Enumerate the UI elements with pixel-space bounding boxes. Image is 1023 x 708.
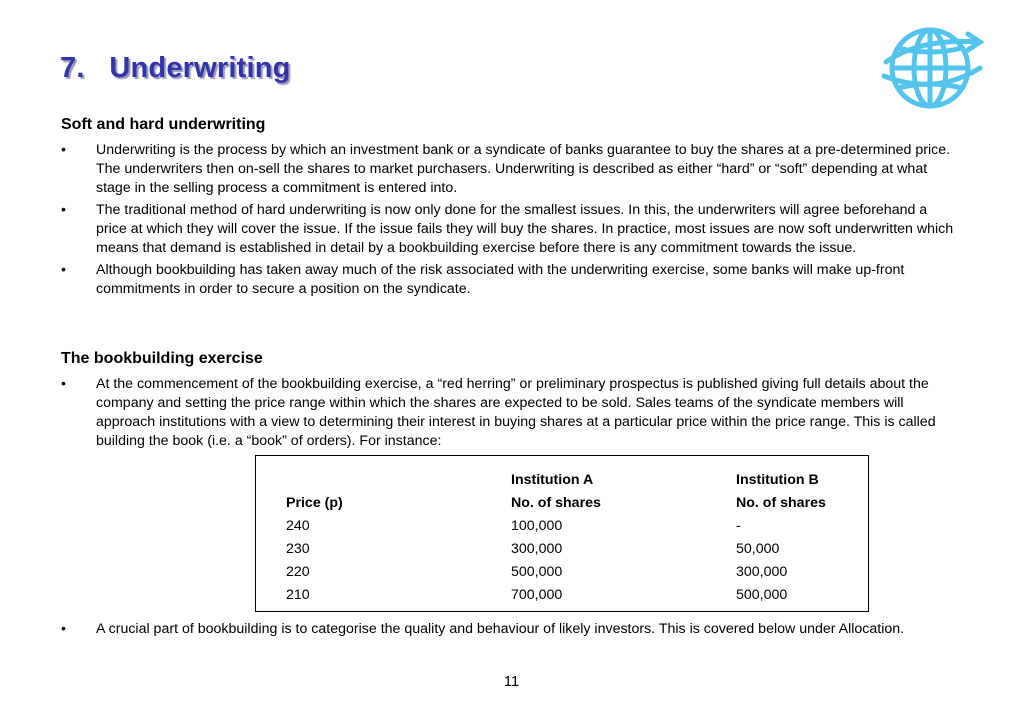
orders-table [286,468,866,606]
table-row [286,537,866,560]
page-title: 7. Underwriting [60,52,291,84]
table-cell: 210 [286,586,310,603]
table-header-row [286,468,866,491]
table-cell: 700,000 [511,586,563,603]
bullet-text: Although bookbuilding has taken away much of the risk associated with the underwriting exercise, some banks will make up-front commitments in order to secure a position on the syndicate. [96,262,905,297]
table-cell: 240 [286,517,310,534]
list-item [61,201,961,258]
bookbuilding-table [255,455,869,612]
section-heading-soft-hard: Soft and hard underwriting [61,116,266,133]
table-cell: - [736,517,741,534]
table-cell: 300,000 [511,540,563,557]
list-item [61,375,961,451]
soft-hard-bullet-list [61,141,961,302]
bullet-icon: • [61,621,66,637]
header-cell: Institution A [511,471,594,488]
bullet-icon: • [61,262,66,278]
bullet-text: The traditional method of hard underwriting is now only done for the smallest issues. In this, the underwriters will agree beforehand a price at which they will cover the issue. If the issue fails they will buy the shares. In practice, most issues are now soft underwritten which means that demand is established in detail by a bookbuilding exercise before there is any commitment towards the issue. [96,202,954,256]
table-cell: 50,000 [736,540,780,557]
table-cell: 100,000 [511,517,563,534]
table-cell: 230 [286,540,310,557]
table-cell: 300,000 [736,563,788,580]
header-cell: Price (p) [286,494,343,511]
list-item [61,141,961,198]
allocation-bullet-list [61,620,961,642]
table-row [286,583,866,606]
bullet-icon: • [61,376,66,392]
table-row [286,514,866,537]
globe-logo-icon [880,20,984,116]
header-cell: Institution B [736,471,819,488]
table-cell: 500,000 [511,563,563,580]
bullet-icon: • [61,202,66,218]
header-cell: No. of shares [511,494,601,511]
bullet-text: At the commencement of the bookbuilding exercise, a “red herring” or preliminary prospectus is published giving full details about the company and setting the price range within which the shares are expected to be sold. Sales teams of the syndicate members will approach institutions with a view to determining their interest in buying shares at a particular price within the price range. This is called building the book (i.e. a “book” of orders). For instance: [96,376,936,449]
header-cell [286,468,511,491]
bullet-icon: • [61,142,66,158]
bullet-text: Underwriting is the process by which an investment bank or a syndicate of banks guarantee to buy the shares at a pre-determined price. The underwriters then on-sell the shares to market purchasers. Underwriting is described as either “hard” or “soft” depending at what stage in the selling process a commitment is entered into. [96,142,951,196]
table-header-row [286,491,866,514]
table-cell: 500,000 [736,586,788,603]
list-item [61,261,961,299]
table-row [286,560,866,583]
header-cell: No. of shares [736,494,826,511]
page-number: 11 [503,673,520,690]
section-heading-bookbuilding: The bookbuilding exercise [61,350,263,367]
bullet-text: A crucial part of bookbuilding is to categorise the quality and behaviour of likely investors. This is covered below under Allocation. [96,621,905,637]
table-cell: 220 [286,563,310,580]
bookbuilding-bullet-list [61,375,961,454]
list-item [61,620,961,639]
